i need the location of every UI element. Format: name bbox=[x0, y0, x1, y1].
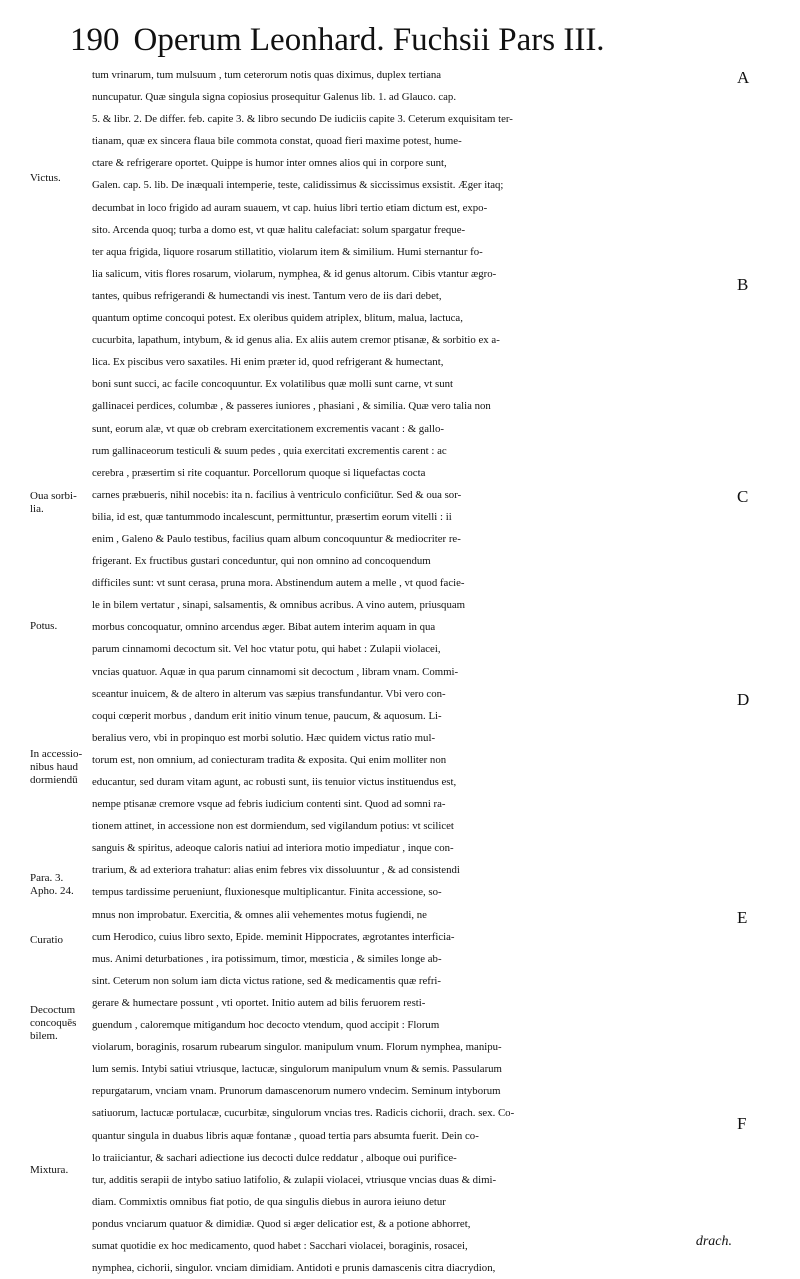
margin-note: Oua sorbi- lia. bbox=[30, 490, 77, 515]
text-line: sunt, eorum alæ, vt quæ ob crebram exercitationem excrementis vacant : & gallo- bbox=[92, 422, 444, 435]
text-line: tum vrinarum, tum mulsuum , tum ceterorum notis quas diximus, duplex tertiana bbox=[92, 69, 442, 81]
text-line: nuncupatur. Quæ singula signa copiosius prosequitur Galenus lib. 1. ad Glauco. cap. bbox=[92, 91, 457, 104]
text-line: quantur singula in duabus libris aquæ fontanæ , quoad tertia pars absumta fuerit. Dein co- bbox=[92, 1129, 479, 1142]
text-line: cum Herodico, cuius libro sexto, Epide. meminit Hippocrates, ægrotantes interficia- bbox=[92, 930, 455, 943]
text-line: rum gallinaceorum testiculi & suum pedes , quia exercitati excrementis carent : ac bbox=[92, 444, 447, 457]
text-line: morbus concoquatur, omnino arcendus æger. Bibat autem interim aquam in qua bbox=[92, 621, 436, 634]
text-line: frigerant. Ex fructibus gustari conceduntur, qui non omnino ad concoquendum bbox=[92, 555, 431, 568]
text-line: tur, additis serapii de intybo satiuo latifolio, & zulapii violacei, vtriusque vncias duas & dimi- bbox=[92, 1173, 497, 1186]
running-title: Operum Leonhard. Fuchsii Pars III. bbox=[133, 22, 605, 58]
text-line: coqui cœperit morbus , dandum erit initio vinum tenue, paucum, & aquosum. Li- bbox=[92, 709, 442, 722]
text-line: lia salicum, vitis flores rosarum, violarum, nymphea, & id genus altorum. Cibis vtantur ægro- bbox=[92, 267, 497, 280]
text-line: difficiles sunt: vt sunt cerasa, pruna mora. Abstinendum autem a melle , vt quod facie- bbox=[92, 577, 465, 590]
text-line: quantum optime concoqui potest. Ex oleribus quidem atriplex, blitum, malua, lactuca, bbox=[92, 312, 463, 325]
text-line: 5. & libr. 2. De differ. feb. capite 3. & libro secundo De iudiciis capite 3. Ceterum exquisitam ter- bbox=[92, 113, 513, 126]
text-line: ter aqua frigida, liquore rosarum stillatitio, violarum item & similium. Humi sternantur fo- bbox=[92, 245, 483, 258]
text-line: satiuorum, lactucæ portulacæ, cucurbitæ, singulorum vncias tres. Radicis cichorii, drach. sex. Co- bbox=[92, 1107, 515, 1120]
text-line: ctare & refrigerare oportet. Quippe is humor inter omnes alios qui in corpore sunt, bbox=[92, 157, 447, 170]
text-line: decumbat in loco frigido ad auram suauem, vt cap. huius libri tertio etiam dictum est, expo- bbox=[92, 201, 488, 214]
text-line: diam. Commixtis omnibus fiat potio, de qua singulis diebus in aurora ieiuno detur bbox=[92, 1195, 446, 1208]
text-line: tianam, quæ ex sincera flaua bile commota constat, quoad fieri maxime potest, hume- bbox=[92, 135, 462, 148]
text-line: Galen. cap. 5. lib. De inæquali intemperie, teste, calidissimus & siccissimus exsistit. Æger itaq; bbox=[92, 179, 504, 192]
text-line: parum cinnamomi decoctum sit. Vel hoc vtatur potu, qui habet : Zulapii violacei, bbox=[92, 643, 441, 656]
text-line: bilia, id est, quæ tantummodo incalescunt, permittuntur, præsertim eorum vitelli : ii bbox=[92, 510, 452, 523]
text-line: mnus non improbatur. Exercitia, & omnes alii vehementes motus fugiendi, ne bbox=[92, 908, 427, 921]
text-line: pondus vnciarum quatuor & dimidiæ. Quod si æger delicatior est, & a potione abhorret, bbox=[92, 1217, 471, 1230]
text-line: violarum, boraginis, rosarum rubearum singulor. manipulum vnum. Florum nymphea, manipu- bbox=[92, 1041, 502, 1054]
text-line: lo traiiciantur, & sachari adiectione ius decocti dulce reddatur , alboque oui purifice- bbox=[92, 1151, 457, 1164]
page-header bbox=[70, 18, 710, 62]
text-line: trarium, & ad exteriora trahatur: alias enim febres vix dissoluuntur , & ad consistendi bbox=[92, 864, 460, 877]
text-line: beralius vero, vbi in propinquo est morbi solutio. Hæc quidem victus ratio mul- bbox=[92, 731, 436, 744]
margin-note: Para. 3. Apho. 24. bbox=[30, 872, 74, 897]
section-letter: C bbox=[737, 487, 749, 506]
margin-note: Decoctum concoquēs bilem. bbox=[30, 1004, 77, 1042]
section-letter: D bbox=[737, 690, 750, 709]
text-line: repurgatarum, vnciam vnam. Prunorum damascenorum numero vndecim. Seminum intyborum bbox=[92, 1085, 501, 1098]
text-line: lica. Ex piscibus vero saxatiles. Hi enim præter id, quod refrigerant & humectant, bbox=[92, 356, 444, 369]
text-line: cerebra , præsertim si rite coquantur. Porcellorum quoque si liquefactas cocta bbox=[92, 466, 426, 479]
text-line: guendum , caloremque mitigandum hoc decocto vtendum, quod accipit : Florum bbox=[92, 1019, 440, 1032]
text-line: vncias quatuor. Aquæ in qua parum cinnamomi sit decoctum , libram vnam. Commi- bbox=[92, 665, 459, 678]
text-line: sceantur inuicem, & de altero in alterum vas sæpius transfundantur. Vbi vero con- bbox=[92, 687, 446, 700]
text-line: tempus tardissime perueniunt, fluxionesque multiplicantur. Finita accessione, so- bbox=[92, 886, 442, 899]
text-line: mus. Animi deturbationes , ira potissimum, timor, mœsticia , & similes longe ab- bbox=[92, 952, 442, 965]
text-line: gerare & humectare possunt , vti oportet. Initio autem ad bilis feruorem resti- bbox=[92, 996, 426, 1009]
text-line: enim , Galeno & Paulo testibus, facilius quam album concoquuntur & mediocriter re- bbox=[92, 532, 461, 545]
margin-notes bbox=[0, 0, 90, 1266]
text-line: sito. Arcenda quoq; turba a domo est, vt quæ halitu calefaciat: solum spargatur freque- bbox=[92, 223, 466, 236]
text-line: sint. Ceterum non solum iam dicta victus ratione, sed & medicamentis quæ refri- bbox=[92, 974, 442, 987]
text-line: nymphea, cichorii, singulor. vnciam dimidiam. Antidoti e prunis damascenis citra diacrydion, bbox=[92, 1262, 496, 1275]
text-line: nempe ptisanæ cremore vsque ad febris iudicium contenti sint. Quod ad somni ra- bbox=[92, 798, 446, 811]
text-line: educantur, sed duram vitam agunt, ac robusti sunt, iis tenuior victus instituendus est, bbox=[92, 776, 457, 788]
text-line: cucurbita, lapathum, intybum, & id genus alia. Ex aliis autem cremor ptisanæ, & sorbitio ex a- bbox=[92, 334, 500, 347]
section-letter: A bbox=[737, 68, 750, 87]
text-line: tantes, quibus refrigerandi & humectandi vis inest. Tantum vero de iis dari debet, bbox=[92, 289, 442, 302]
text-line: torum est, non omnium, ad coniecturam tradita & exposita. Qui enim molliter non bbox=[92, 753, 447, 766]
text-line: sanguis & spiritus, adeoque caloris natiui ad interiora motio impediatur , inque con- bbox=[92, 842, 454, 855]
body-text bbox=[92, 64, 740, 1279]
text-line: lum semis. Intybi satiui vtriusque, lactucæ, singulorum manipulum vnum & semis. Passularum bbox=[92, 1063, 502, 1076]
text-line: le in bilem vertatur , sinapi, salsamentis, & omnibus acribus. A vino autem, priusquam bbox=[92, 599, 466, 612]
text-line: boni sunt succi, ac facile concoquuntur. Ex volatilibus quæ molli sunt carne, vt sunt bbox=[92, 378, 454, 391]
margin-note: Curatio bbox=[30, 934, 63, 946]
margin-note: Mixtura. bbox=[30, 1164, 69, 1176]
section-letter: F bbox=[737, 1114, 747, 1133]
text-line: carnes præbueris, nihil nocebis: ita n. facilius à ventriculo conficiūtur. Sed & oua sor- bbox=[92, 488, 462, 501]
section-letter: B bbox=[737, 275, 749, 294]
margin-note: In accessio- nibus haud dormiendū bbox=[30, 748, 83, 786]
text-line: gallinacei perdices, columbæ , & passeres iuniores , phasiani , & similia. Quæ vero talia non bbox=[92, 400, 491, 413]
text-line: sumat quotidie ex hoc medicamento, quod habet : Sacchari violacei, boraginis, rosacei, bbox=[92, 1239, 468, 1252]
text-line: tionem attinet, in accessione non est dormiendum, sed vigilandum potius: vt scilicet bbox=[92, 820, 454, 833]
section-letters bbox=[735, 0, 785, 1266]
margin-note: Victus. bbox=[30, 172, 61, 184]
section-letter: E bbox=[737, 908, 748, 927]
page-number: 190 bbox=[70, 22, 120, 58]
margin-note: Potus. bbox=[30, 620, 58, 632]
catchword: drach. bbox=[695, 1234, 732, 1249]
